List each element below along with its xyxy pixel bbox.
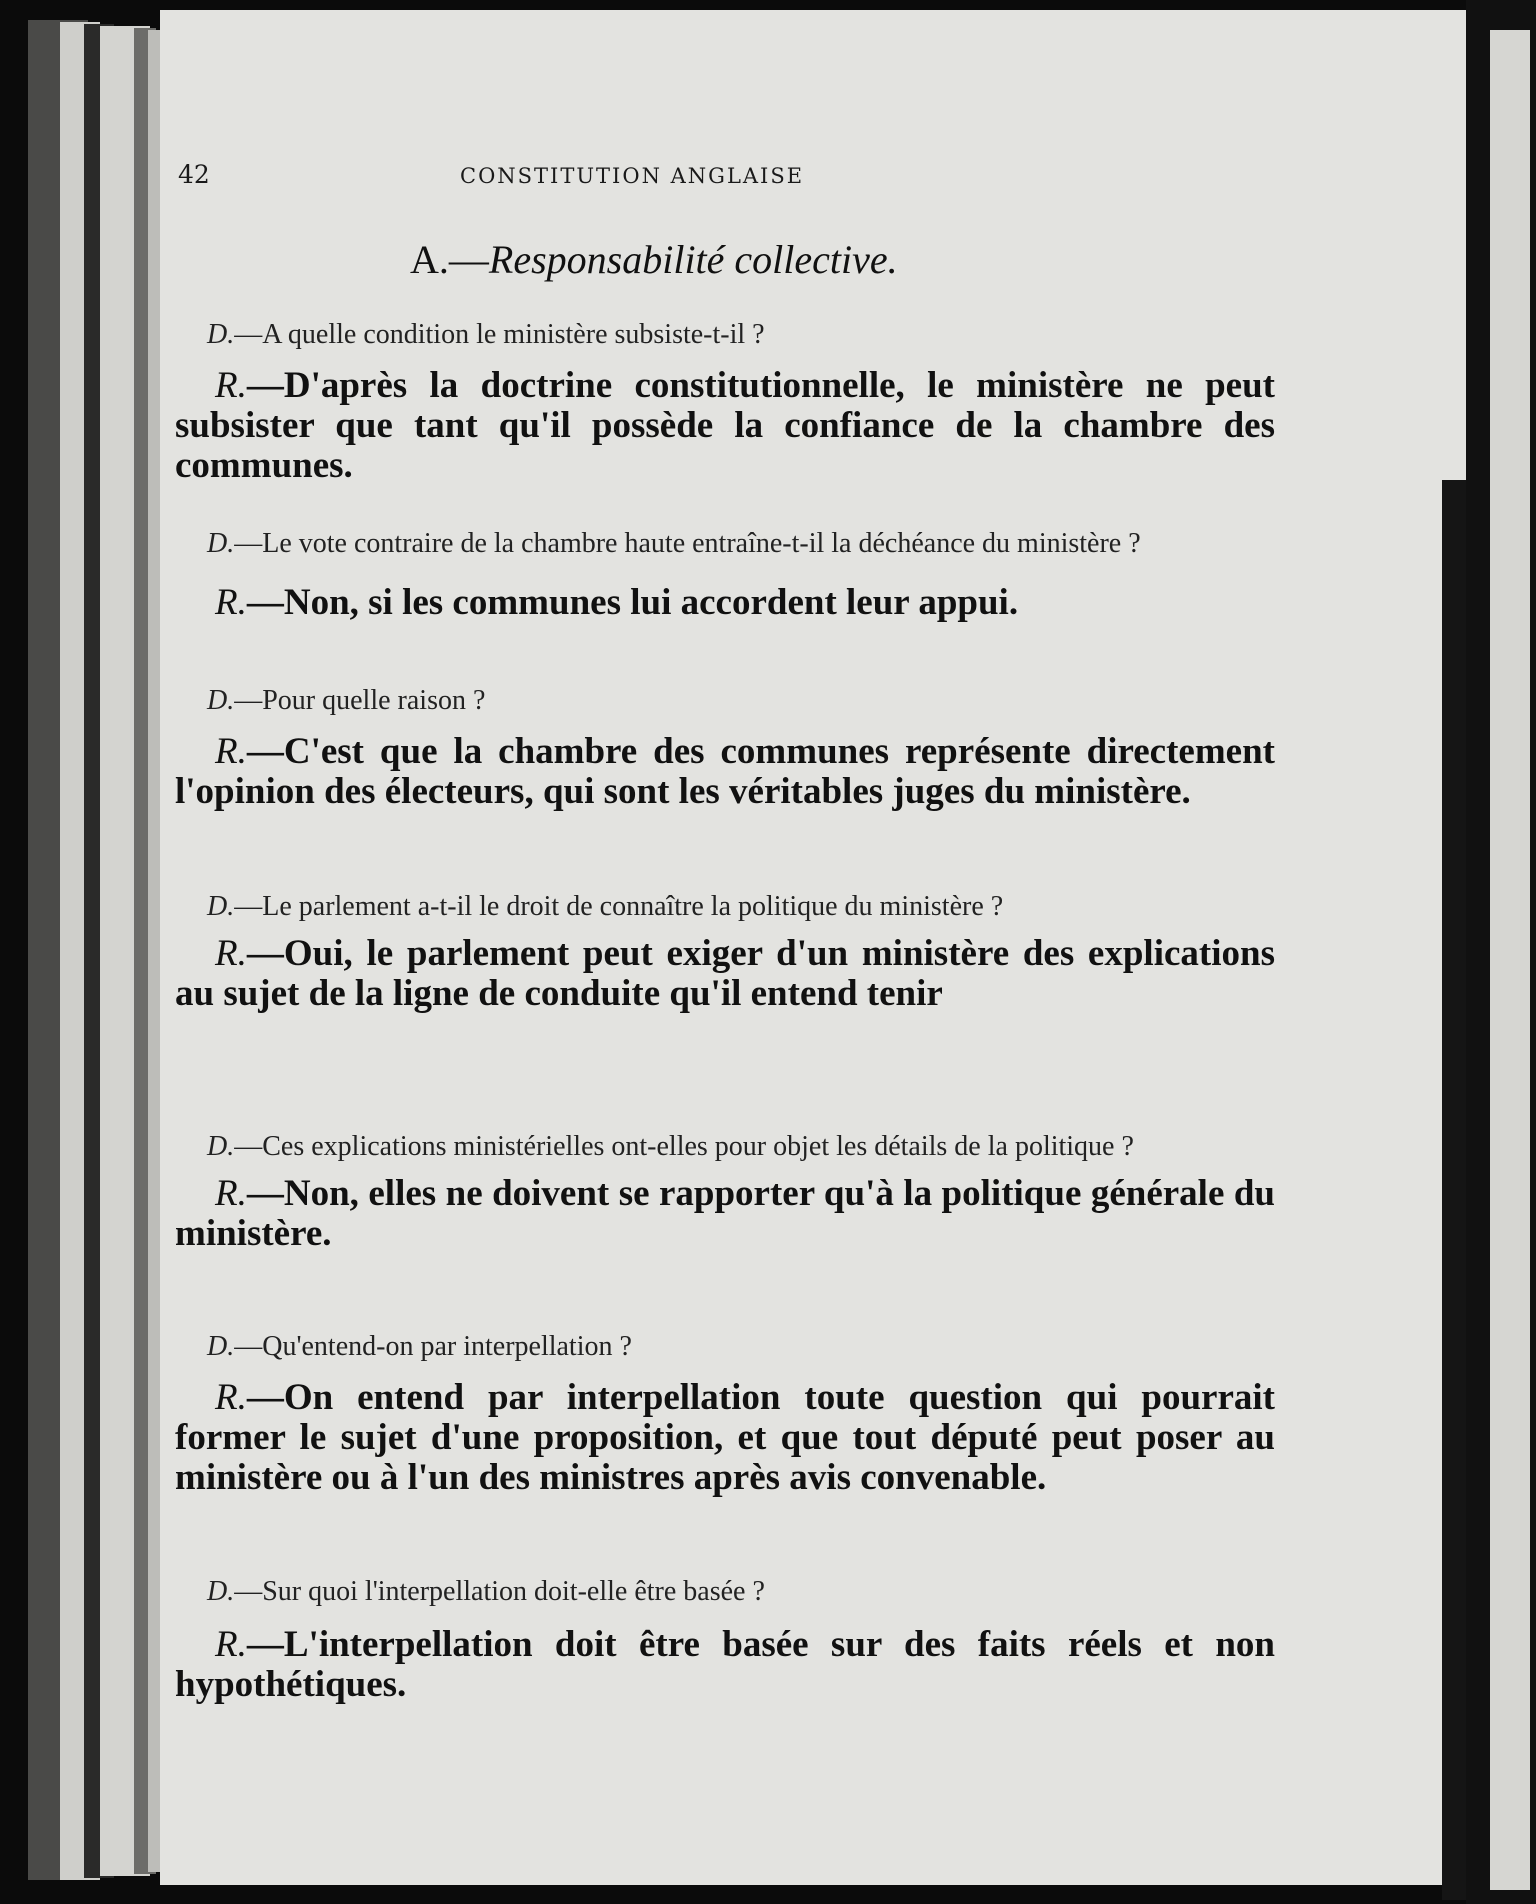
question-label: D.	[207, 1331, 235, 1362]
qa-pair	[175, 318, 1275, 486]
question-text: —Le vote contraire de la chambre haute entraîne-t-il la déchéance du ministère ?	[234, 528, 1141, 559]
answer-label: R.	[215, 1624, 247, 1665]
answer	[175, 1625, 1275, 1705]
question-label: D.	[207, 528, 235, 559]
question-text: —Ces explications ministérielles ont-elles pour objet les détails de la politique ?	[234, 1131, 1134, 1162]
question-label: D.	[207, 891, 235, 922]
question-text: —Le parlement a-t-il le droit de connaître la politique du ministère ?	[234, 891, 1004, 922]
answer-label: R.	[215, 365, 247, 406]
question-label: D.	[207, 1576, 235, 1607]
answer	[175, 366, 1275, 486]
running-title: CONSTITUTION ANGLAISE	[460, 164, 805, 188]
gutter-shadow	[1442, 480, 1466, 1900]
answer-label: R.	[215, 933, 247, 974]
section-title: Responsabilité collective.	[488, 237, 898, 282]
question-text: —Qu'entend-on par interpellation ?	[234, 1331, 632, 1362]
question-text: —Sur quoi l'interpellation doit-elle être basée ?	[234, 1576, 765, 1607]
qa-pair	[175, 1330, 1275, 1498]
question-label: D.	[207, 1131, 235, 1162]
question	[175, 1130, 1275, 1164]
answer-text: —Non, elles ne doivent se rapporter qu'à la politique générale du ministère.	[175, 1173, 1275, 1254]
qa-pair	[175, 1575, 1275, 1705]
answer	[175, 934, 1275, 1014]
answer-label: R.	[215, 582, 247, 623]
question-label: D.	[207, 685, 235, 716]
answer-label: R.	[215, 1173, 247, 1214]
question	[175, 684, 1275, 718]
page-number: 42	[178, 160, 210, 189]
question	[175, 527, 1275, 561]
qa-pair	[175, 684, 1275, 812]
section-heading	[410, 236, 1110, 283]
answer-label: R.	[215, 731, 247, 772]
answer-text: —D'après la doctrine constitutionnelle, le ministère ne peut subsister que tant qu'il possède la confiance de la chambre des communes.	[175, 365, 1275, 486]
section-prefix: A.—	[410, 237, 489, 282]
question-label: D.	[207, 319, 235, 350]
answer-text: —Oui, le parlement peut exiger d'un ministère des explications au sujet de la ligne de conduite qu'il entend tenir	[175, 933, 1275, 1014]
qa-pair	[175, 890, 1275, 1014]
answer-text: —L'interpellation doit être basée sur des faits réels et non hypothétiques.	[175, 1624, 1275, 1705]
answer-text: —On entend par interpellation toute question qui pourrait former le sujet d'une proposition, et que tout député peut poser au ministère ou à l'un des ministres après avis convenable.	[175, 1377, 1275, 1498]
answer	[175, 1378, 1275, 1498]
question-text: —A quelle condition le ministère subsiste-t-il ?	[234, 319, 765, 350]
facing-page-edge	[1490, 30, 1530, 1890]
question	[175, 890, 1275, 924]
qa-pair	[175, 527, 1275, 623]
answer	[175, 583, 1275, 623]
qa-pair	[175, 1130, 1275, 1254]
question	[175, 1575, 1275, 1609]
answer-label: R.	[215, 1377, 247, 1418]
question-text: —Pour quelle raison ?	[234, 685, 486, 716]
answer	[175, 1174, 1275, 1254]
answer-text: —C'est que la chambre des communes représente directement l'opinion des électeurs, qui sont les véritables juges du ministère.	[175, 731, 1275, 812]
answer-text: —Non, si les communes lui accordent leur appui.	[246, 582, 1019, 623]
question	[175, 1330, 1275, 1364]
question	[175, 318, 1275, 352]
answer	[175, 732, 1275, 812]
